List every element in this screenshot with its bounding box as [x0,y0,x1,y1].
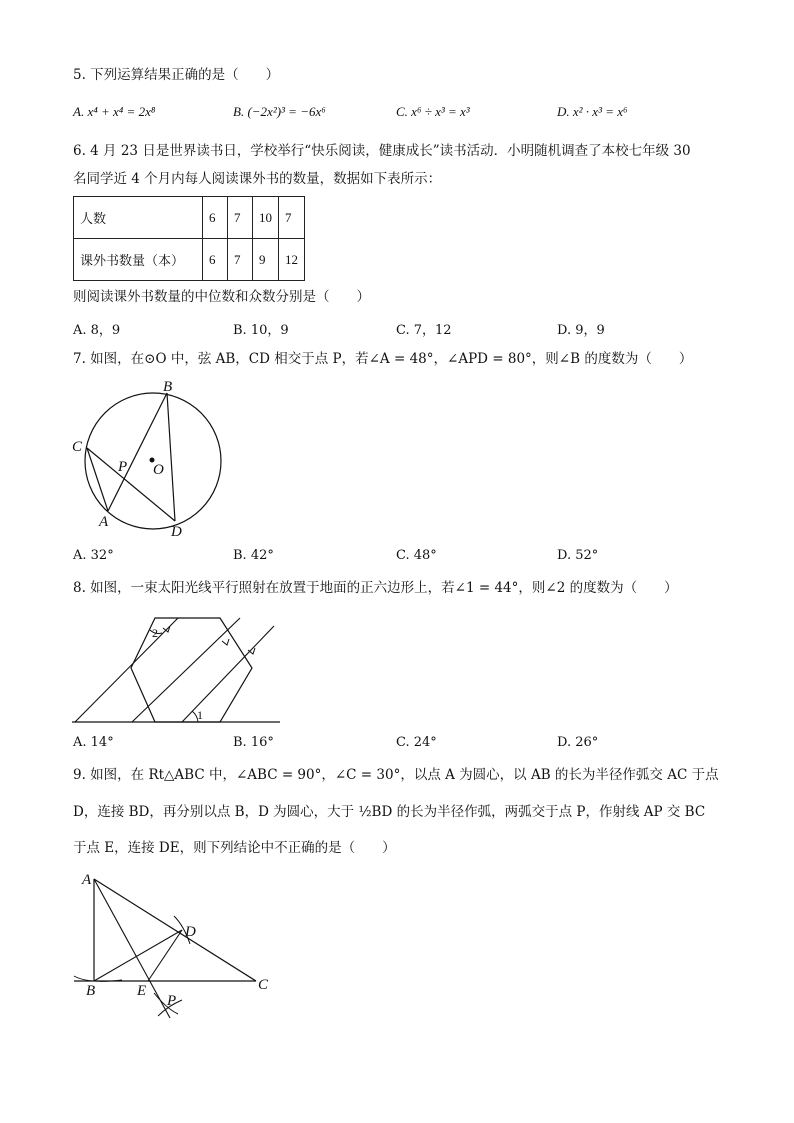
q5-option-d: D. x² · x³ = x⁶ [557,104,628,119]
light-ray-1 [75,618,178,722]
q8-hexagon-figure [70,608,290,728]
table-row [74,197,305,239]
q6-question: 则阅读课外书数量的中位数和众数分别是（ ） [73,289,370,305]
table-cell: 7 [228,239,253,281]
segment-de [148,930,182,981]
q8-option-d: D. 26° [557,735,599,750]
q6-data-table [73,196,305,281]
table-row-label: 课外书数量（本） [74,239,203,281]
label-b: B [86,983,96,999]
label-angle-2: 2 [152,626,158,640]
q9-stem-line1: 9. 如图，在 Rt△ABC 中，∠ABC = 90°，∠C = 30°，以点 A 为圆心，以 AB 的长为半径作弧交 AC 于点 [73,767,719,783]
q7-option-b: B. 42° [233,548,274,563]
label-c: C [258,977,269,993]
q8-option-b: B. 16° [233,735,274,750]
q5-option-b: B. (−2x²)³ = −6x⁶ [233,104,326,119]
label-p: P [118,459,128,475]
label-d: D [171,524,182,540]
q7-circle-figure [70,378,230,543]
table-cell: 7 [228,197,253,239]
label-a: A [82,872,92,888]
q7-option-d: D. 52° [557,548,599,563]
table-cell: 6 [203,197,228,239]
label-c: C [72,439,83,455]
table-row [74,239,305,281]
table-cell: 6 [203,239,228,281]
table-cell: 9 [253,239,279,281]
q9-stem-line3: 于点 E，连接 DE，则下列结论中不正确的是（ ） [73,840,396,856]
label-a: A [99,514,109,530]
q9-triangle-figure [70,868,290,1028]
q7-option-a: A. 32° [73,548,114,563]
q6-option-d: D. 9，9 [557,323,605,338]
q6-option-c: C. 7，12 [396,323,452,338]
table-cell: 10 [253,197,279,239]
segment-bd [94,930,182,981]
chord-cd [87,448,175,521]
table-cell: 7 [279,197,305,239]
arrow-head-2 [222,639,229,645]
label-o: O [153,462,164,478]
regular-hexagon [131,618,252,722]
q6-option-b: B. 10，9 [233,323,289,338]
q8-option-a: A. 14° [73,735,114,750]
segment-ac [94,879,256,981]
label-b: B [163,379,173,395]
table-row-label: 人数 [74,197,203,239]
light-ray-2 [132,618,240,722]
label-p: P [167,993,177,1009]
label-d: D [185,924,196,940]
q6-stem-line1: 6. 4 月 23 日是世界读书日，学校举行“快乐阅读，健康成长”读书活动．小明随机调查了本校七年级 30 [73,143,691,159]
q7-stem: 7. 如图，在⊙O 中，弦 AB，CD 相交于点 P，若∠A = 48°，∠APD = 80°，则∠B 的度数为（ ） [73,351,693,367]
q5-stem: 5. 下列运算结果正确的是（ ） [73,67,280,83]
q6-option-a: A. 8，9 [73,323,121,338]
segment-bd [167,393,175,521]
table-cell: 12 [279,239,305,281]
q7-option-c: C. 48° [396,548,437,563]
q8-option-c: C. 24° [396,735,437,750]
label-e: E [137,983,147,999]
ray-ap [94,879,170,1018]
q5-option-a: A. x⁴ + x⁴ = 2x⁸ [73,104,156,119]
q5-option-c: C. x⁶ ÷ x³ = x³ [396,104,470,119]
q6-stem-line2: 名同学近 4 个月内每人阅读课外书的数量，数据如下表所示： [73,171,442,187]
q8-stem: 8. 如图，一束太阳光线平行照射在放置于地面的正六边形上，若∠1 = 44°，则∠2 的度数为（ ） [73,580,678,596]
label-angle-1: 1 [197,708,203,722]
chord-ab [108,393,167,511]
q9-stem-line2: D，连接 BD，再分别以点 B，D 为圆心，大于 ½BD 的长为半径作弧，两弧交于点 P，作射线 AP 交 BC [73,804,706,820]
